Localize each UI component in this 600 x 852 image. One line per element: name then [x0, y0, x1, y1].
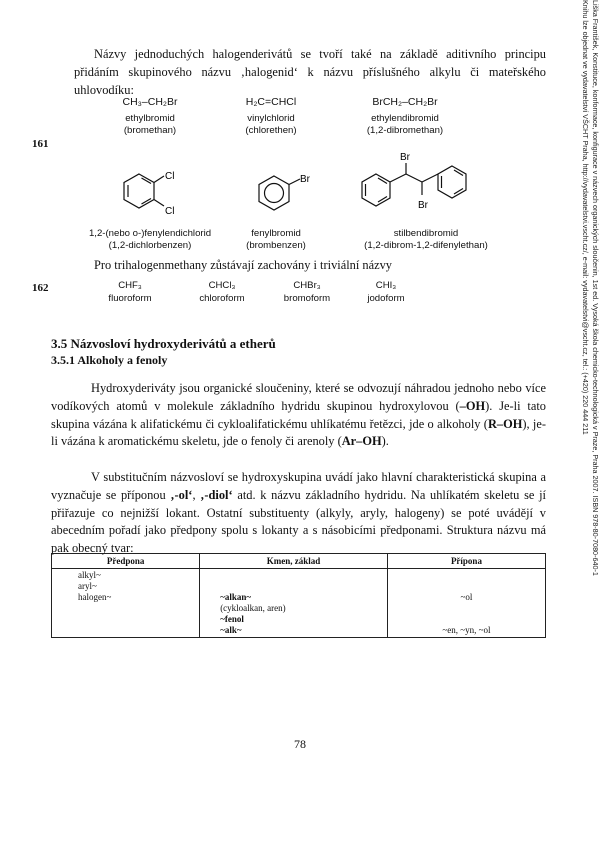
- suffix-cell: [387, 569, 545, 638]
- formula-iodoform: CHI₃ jodoform: [367, 280, 405, 304]
- name-dichlorobenzene: 1,2-(nebo o-)fenylendichlorid (1,2-dichlorbenzen): [88, 228, 212, 251]
- name-ethylenedibromide: ethylendibromid (1,2-dibromethan): [366, 113, 444, 136]
- paragraph-substitutive-nomenclature: V substitučním názvosloví se hydroxyskupina uvádí jako hlavní charakteristická skupina a vyznačuje se příponou ‚-ol‘, ‚-diol‘ atd. k názvu základního hydridu. Na uhlíkatém skeletu se jí přiřazuje co nejnižší lokant. Ostatní substituenty (alkyly, aryly, halogeny) se poté uvádějí v abecedním pořadí jako předpony spolu s lokanty a s násobicími předponami. Struktura názvu má pak obecný tvar:: [51, 470, 546, 556]
- citation-sidebar: [576, 0, 600, 852]
- stem-item: ~fenol: [220, 614, 244, 624]
- example-number-161: 161: [32, 138, 49, 150]
- section-heading: 3.5 Názvosloví hydroxyderivátů a etherů: [51, 336, 276, 351]
- citation-line: Liška František, Konstituce, konformace, konfigurace v názvech organických sloučenin, 1st ed. Vysoká škola chemicko-technologická v Praze, Praha 2007. ISBN 978-80-7080-640-1: [591, 0, 600, 576]
- name-ethylbromide: ethylbromid (bromethan): [123, 113, 177, 136]
- dichlorobenzene-structure: [108, 158, 188, 224]
- paragraph-hydroxyderivatives: Hydroxyderiváty jsou organické sloučeniny, které se odvozují náhradou jednoho nebo více vodíkových atomů v molekule základního hydridu skupinou hydroxylovou (–OH). Je-li tato skupina vázána k alifatickému či cykloalifatickému uhlíkatému řetězci, jde o alkoholy (R–OH), je-li vázána k aromatickému skeletu, jde o fenoly či arenoly (Ar–OH).: [51, 381, 546, 449]
- name-stilbene-dibromide: stilbendibromid (1,2-dibrom-1,2-difenylethan): [364, 228, 488, 251]
- formula-vinylchloride: H₂C=CHCl: [245, 96, 297, 108]
- suffix-item: ~en, ~yn, ~ol: [442, 625, 491, 635]
- chlorine-label: Cl: [165, 206, 175, 217]
- intro-paragraph: Názvy jednoduchých halogenderivátů se tvoří také na základě aditivního principu přidáním skupinového názvu ‚halogenid‘ k názvu příslušného alkylu či mateřského uhlovodíku:: [74, 47, 546, 97]
- formula-ethylbromide: CH₃–CH₂Br: [122, 96, 178, 108]
- name-bromobenzene: fenylbromid (brombenzen): [246, 228, 306, 251]
- formula-bromoform: CHBr₃ bromoform: [283, 280, 331, 304]
- name-vinylchloride: vinylchlorid (chlorethen): [245, 113, 297, 136]
- stem-item: (cykloalkan, aren): [220, 603, 286, 613]
- bromine-label: Br: [300, 174, 310, 185]
- trihalomethane-paragraph: Pro trihalogenmethany zůstávají zachovány i triviální názvy: [94, 258, 392, 272]
- table-row: [52, 569, 546, 638]
- header-stem: Kmen, základ: [200, 554, 388, 569]
- prefix-item: aryl~: [78, 581, 97, 591]
- bromobenzene-structure: [242, 160, 322, 220]
- name-structure-table: [51, 553, 546, 638]
- citation-line: Knihu lze objednat ve vydavatelství VŠCHT Praha, http://vydavatelstvi.vscht.cz/, e-mail: vydavatelstvi@vscht.cz, tel.: (+420) 220 444 211: [581, 0, 590, 435]
- formula-chloroform: CHCl₃ chloroform: [199, 280, 245, 304]
- bromine-label: Br: [400, 152, 410, 163]
- header-prefix: Předpona: [52, 554, 200, 569]
- chlorine-label: Cl: [165, 171, 175, 182]
- formula-ethylenedibromide: BrCH₂–CH₂Br: [372, 96, 438, 108]
- formula-fluoroform: CHF₃ fluoroform: [108, 280, 152, 304]
- stem-item: ~alk~: [220, 625, 242, 635]
- bromine-label: Br: [418, 200, 428, 211]
- prefix-item: halogen~: [78, 592, 112, 602]
- table-header-row: [52, 554, 546, 569]
- stem-item: ~alkan~: [220, 592, 252, 602]
- stem-cell: [200, 569, 388, 638]
- prefix-item: alkyl~: [78, 570, 101, 580]
- page-number: 78: [294, 737, 306, 751]
- suffix-item: ~ol: [460, 592, 473, 602]
- header-suffix: Přípona: [387, 554, 545, 569]
- subsection-heading: 3.5.1 Alkoholy a fenoly: [51, 353, 168, 367]
- example-number-162: 162: [32, 282, 49, 294]
- prefix-cell: [52, 569, 200, 638]
- stilbene-dibromide-structure: [354, 148, 484, 224]
